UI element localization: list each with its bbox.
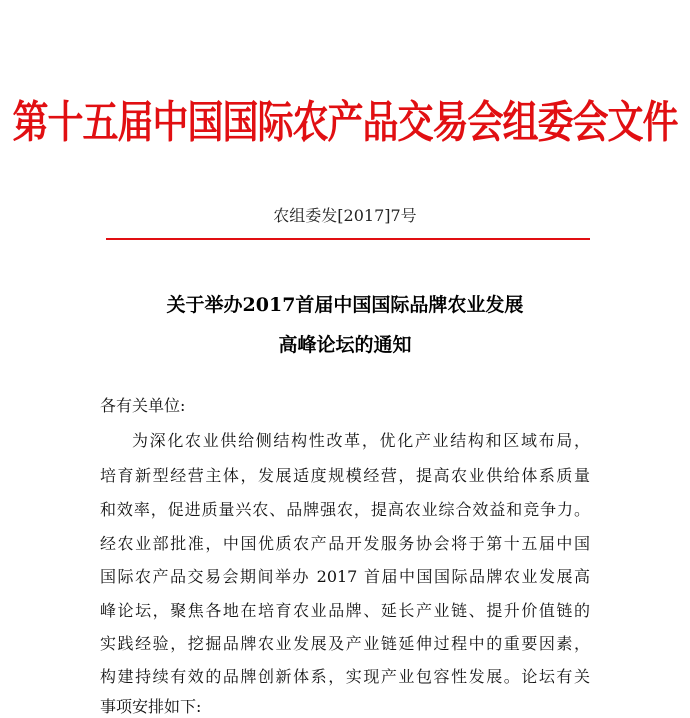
notice-title-line-1: 关于举办2017首届中国国际品牌农业发展 [166,294,524,316]
red-divider-line [106,238,590,240]
body-line-8: 构建持续有效的品牌创新体系，实现产业包容性发展。论坛有关 [100,667,590,686]
body-line-4: 经农业部批准，中国优质农产品开发服务协会将于第十五届中国 [100,534,590,553]
document-number: 农组委发[2017]7号 [273,206,417,225]
organization-header: 第十五届中国国际农产品交易会组委会文件 [12,96,678,148]
body-line-9: 事项安排如下: [100,697,202,716]
salutation: 各有关单位: [100,396,186,415]
body-line-2: 培育新型经营主体，发展适度规模经营，提高农业供给体系质量 [100,466,590,485]
body-line-1: 为深化农业供给侧结构性改革，优化产业结构和区域布局， [132,431,590,450]
notice-title-line-2: 高峰论坛的通知 [278,334,412,356]
body-line-6: 峰论坛，聚焦各地在培育农业品牌、延长产业链、提升价值链的 [100,601,590,620]
body-line-3: 和效率，促进质量兴农、品牌强农，提高农业综合效益和竞争力。 [100,500,590,519]
body-line-7: 实践经验，挖掘品牌农业发展及产业链延伸过程中的重要因素， [100,634,590,653]
body-line-5: 国际农产品交易会期间举办 2017 首届中国国际品牌农业发展高 [100,567,590,586]
